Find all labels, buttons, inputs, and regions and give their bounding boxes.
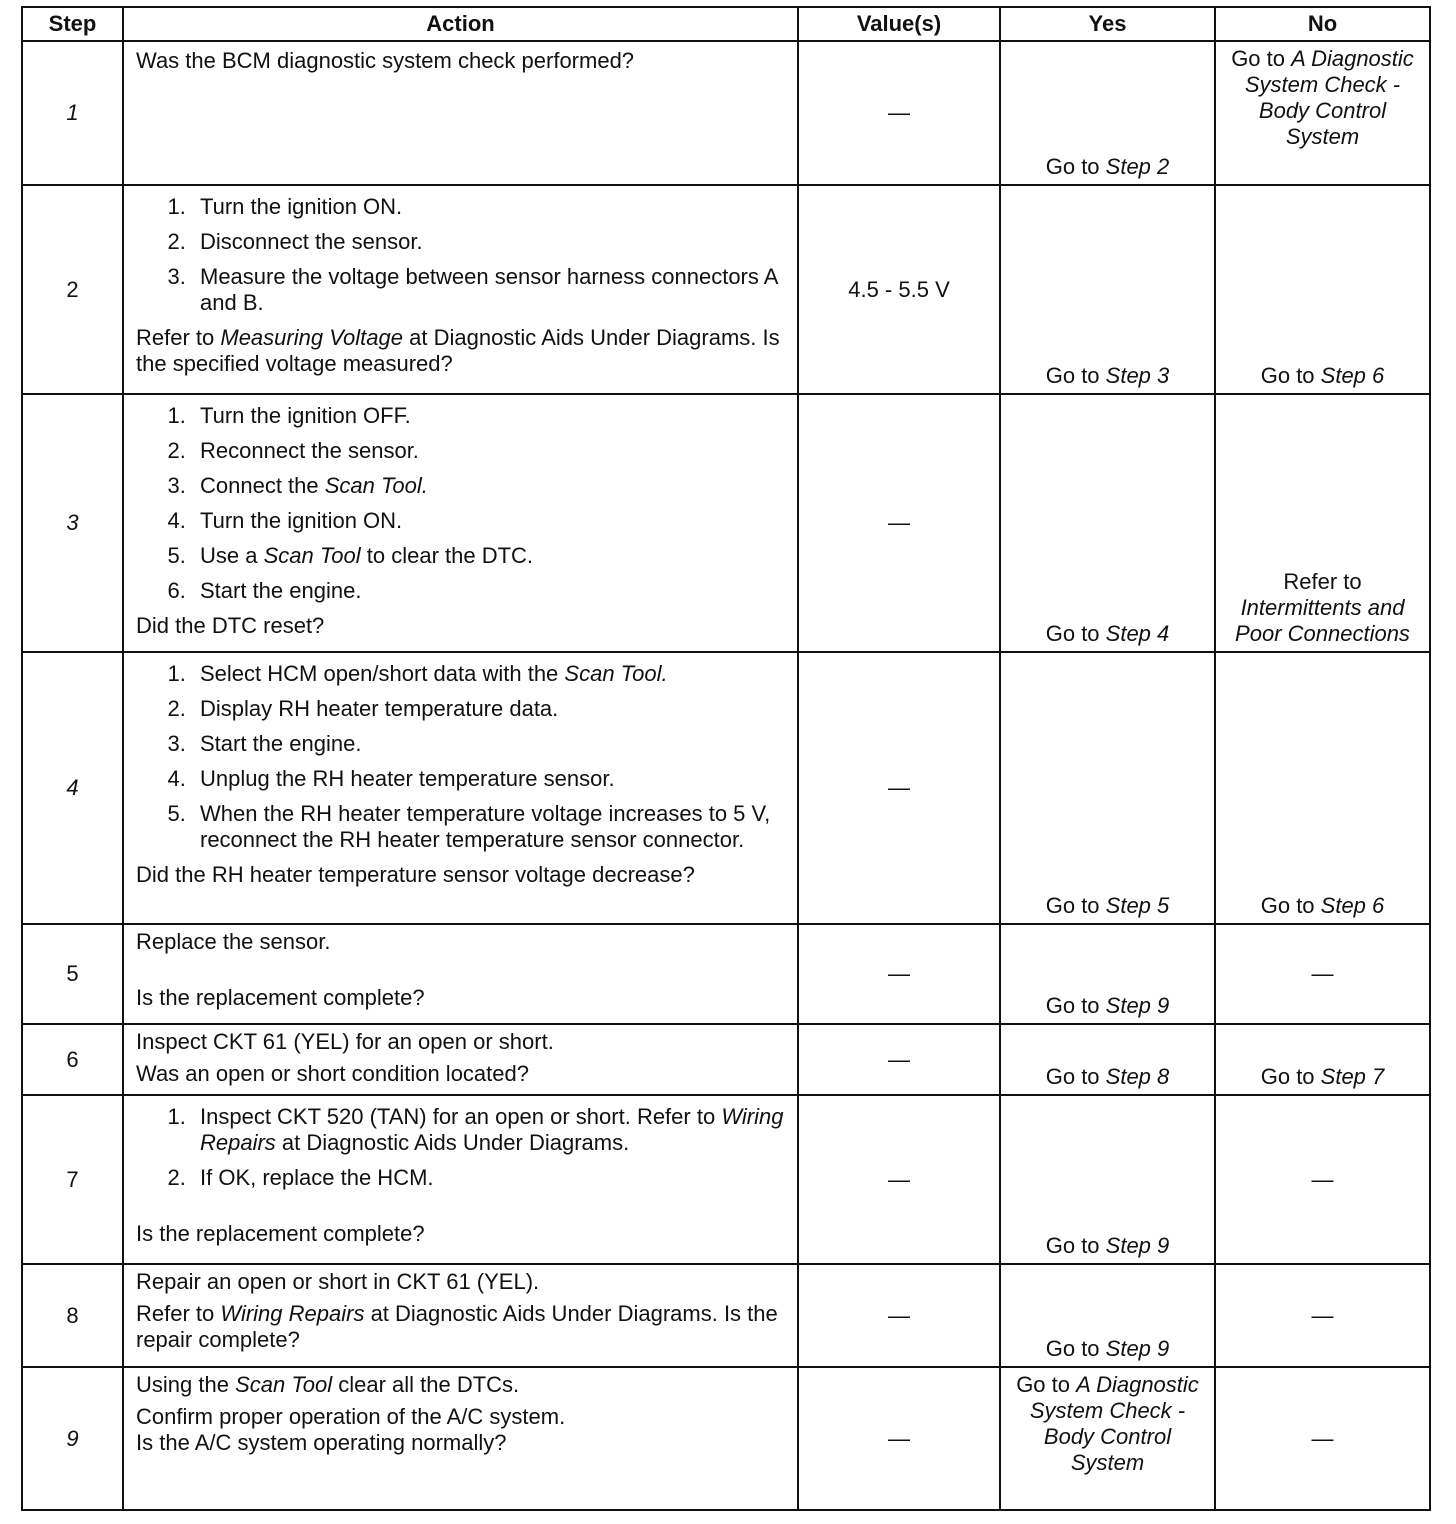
- action-text: Confirm proper operation of the A/C system.: [136, 1404, 566, 1429]
- step-number: 2: [22, 185, 123, 394]
- no-cell: [1215, 652, 1430, 924]
- yes-cell: [1000, 1367, 1215, 1510]
- yes-ref: Step 8: [1105, 1064, 1170, 1089]
- no-ref: Step 6: [1320, 893, 1385, 918]
- no-prefix: Go to: [1260, 363, 1321, 388]
- action-cell: [123, 1095, 798, 1264]
- yes-cell: [1000, 652, 1215, 924]
- no-cell: [1215, 185, 1430, 394]
- action-cell: [123, 1367, 798, 1510]
- action-cell: [123, 652, 798, 924]
- yes-prefix: Go to: [1045, 1336, 1106, 1361]
- yes-ref: Step 3: [1105, 363, 1170, 388]
- header-no: No: [1215, 7, 1430, 41]
- text-part: at Diagnostic Aids Under Diagrams.: [275, 1130, 630, 1155]
- header-step: Step: [22, 7, 123, 41]
- no-cell: [1215, 41, 1430, 185]
- value-cell: —: [798, 1024, 1000, 1095]
- list-item: [192, 661, 785, 687]
- action-text: Inspect CKT 61 (YEL) for an open or short.: [136, 1029, 554, 1054]
- list-item: 2. Reconnect the sensor.: [192, 438, 785, 464]
- action-question: Did the DTC reset?: [136, 613, 325, 638]
- value-cell: —: [798, 41, 1000, 185]
- list-item: [192, 473, 785, 499]
- yes-cell: [1000, 1264, 1215, 1367]
- text-part: Using the: [136, 1372, 236, 1397]
- yes-prefix: Go to: [1045, 993, 1106, 1018]
- value-cell: —: [798, 924, 1000, 1024]
- header-yes: Yes: [1000, 7, 1215, 41]
- yes-prefix: Go to: [1045, 621, 1106, 646]
- yes-prefix: Go to: [1045, 893, 1106, 918]
- no-prefix: Go to: [1260, 1064, 1321, 1089]
- action-cell: [123, 1264, 798, 1367]
- text-part: at Diagnostic Aids Under Diagrams. Is the specified voltage measured?: [136, 325, 780, 376]
- no-ref: A Diagnostic System Check - Body Control System: [1244, 46, 1414, 149]
- yes-ref: Step 9: [1105, 1336, 1170, 1361]
- no-cell: —: [1215, 1095, 1430, 1264]
- text-part: Refer to: [136, 1301, 221, 1326]
- step-number: 1: [22, 41, 123, 185]
- procedure-list: [136, 403, 785, 604]
- list-item: 6. Start the engine.: [192, 578, 785, 604]
- header-action: Action: [123, 7, 798, 41]
- list-item: 2. If OK, replace the HCM.: [192, 1165, 785, 1191]
- yes-prefix: Go to: [1045, 154, 1106, 179]
- yes-ref: Step 4: [1105, 621, 1170, 646]
- text-part: Select HCM open/short data with the: [200, 661, 565, 686]
- action-cell: [123, 1024, 798, 1095]
- yes-cell: [1000, 1095, 1215, 1264]
- yes-prefix: Go to: [1045, 1064, 1106, 1089]
- doc-reference: Wiring Repairs: [200, 1104, 784, 1155]
- action-cell: [123, 41, 798, 185]
- tool-reference: Scan Tool: [235, 1372, 333, 1397]
- step-number: 4: [22, 652, 123, 924]
- list-item: 2. Display RH heater temperature data.: [192, 696, 785, 722]
- text-part: Connect the: [200, 473, 325, 498]
- text-part: clear all the DTCs.: [332, 1372, 520, 1397]
- procedure-list: [136, 194, 785, 316]
- action-text: [136, 1372, 785, 1398]
- table-row: [22, 1367, 1430, 1510]
- list-item: 5. When the RH heater temperature voltage increases to 5 V, reconnect the RH heater temperature sensor connector.: [192, 801, 785, 853]
- no-prefix: Refer to: [1283, 569, 1362, 594]
- list-item: 3. Measure the voltage between sensor harness connectors A and B.: [192, 264, 785, 316]
- table-row: [22, 1095, 1430, 1264]
- list-item: 4. Unplug the RH heater temperature sensor.: [192, 766, 785, 792]
- yes-cell: [1000, 185, 1215, 394]
- value-cell: —: [798, 1367, 1000, 1510]
- table-row: [22, 41, 1430, 185]
- procedure-list: [136, 661, 785, 853]
- table-row: [22, 185, 1430, 394]
- tool-reference: Scan Tool.: [564, 661, 668, 686]
- table-row: [22, 394, 1430, 652]
- tool-reference: Scan Tool: [263, 543, 361, 568]
- no-cell: [1215, 1024, 1430, 1095]
- doc-reference: Measuring Voltage: [220, 325, 404, 350]
- table-row: [22, 652, 1430, 924]
- list-item: 2. Disconnect the sensor.: [192, 229, 785, 255]
- procedure-list: [136, 1104, 785, 1191]
- header-row: [22, 7, 1430, 41]
- value-cell: —: [798, 1264, 1000, 1367]
- tool-reference: Scan Tool.: [324, 473, 428, 498]
- action-question: Is the replacement complete?: [136, 985, 425, 1010]
- action-text: Was the BCM diagnostic system check performed?: [136, 48, 635, 73]
- action-cell: [123, 394, 798, 652]
- yes-ref: Step 9: [1105, 993, 1170, 1018]
- text-part: to clear the DTC.: [360, 543, 534, 568]
- no-ref: Intermittents and Poor Connections: [1235, 595, 1410, 646]
- yes-ref: Step 9: [1105, 1233, 1170, 1258]
- no-cell: —: [1215, 1367, 1430, 1510]
- value-cell: —: [798, 652, 1000, 924]
- table-row: [22, 1024, 1430, 1095]
- no-ref: Step 7: [1320, 1064, 1385, 1089]
- no-prefix: Go to: [1231, 46, 1292, 71]
- action-question: Is the replacement complete?: [136, 1221, 425, 1246]
- yes-prefix: Go to: [1045, 1233, 1106, 1258]
- no-cell: [1215, 394, 1430, 652]
- yes-ref: A Diagnostic System Check - Body Control System: [1029, 1372, 1199, 1475]
- yes-ref: Step 2: [1105, 154, 1170, 179]
- value-cell: —: [798, 394, 1000, 652]
- yes-cell: [1000, 1024, 1215, 1095]
- value-cell: 4.5 - 5.5 V: [798, 185, 1000, 394]
- no-cell: —: [1215, 1264, 1430, 1367]
- step-number: 7: [22, 1095, 123, 1264]
- header-values: Value(s): [798, 7, 1000, 41]
- no-prefix: Go to: [1260, 893, 1321, 918]
- diagnostic-table: [21, 6, 1431, 1511]
- list-item: 1. Turn the ignition OFF.: [192, 403, 785, 429]
- step-number: 9: [22, 1367, 123, 1510]
- action-question: Was an open or short condition located?: [136, 1061, 529, 1086]
- yes-cell: [1000, 924, 1215, 1024]
- value-cell: —: [798, 1095, 1000, 1264]
- step-number: 8: [22, 1264, 123, 1367]
- table-row: [22, 1264, 1430, 1367]
- action-cell: [123, 185, 798, 394]
- action-text: Repair an open or short in CKT 61 (YEL).: [136, 1269, 540, 1294]
- action-question: Did the RH heater temperature sensor voltage decrease?: [136, 862, 695, 887]
- yes-prefix: Go to: [1045, 363, 1106, 388]
- step-number: 5: [22, 924, 123, 1024]
- text-part: Refer to: [136, 325, 221, 350]
- list-item: 3. Start the engine.: [192, 731, 785, 757]
- action-question: Is the A/C system operating normally?: [136, 1430, 507, 1455]
- text-part: Use a: [200, 543, 264, 568]
- yes-prefix: Go to: [1016, 1372, 1077, 1397]
- list-item: 1. Turn the ignition ON.: [192, 194, 785, 220]
- text-part: Inspect CKT 520 (TAN) for an open or short. Refer to: [200, 1104, 722, 1129]
- action-question: [136, 325, 785, 377]
- yes-ref: Step 5: [1105, 893, 1170, 918]
- action-text: Replace the sensor.: [136, 929, 331, 954]
- step-number: 3: [22, 394, 123, 652]
- no-cell: —: [1215, 924, 1430, 1024]
- list-item: [192, 1104, 785, 1156]
- step-number: 6: [22, 1024, 123, 1095]
- yes-cell: [1000, 394, 1215, 652]
- no-ref: Step 6: [1320, 363, 1385, 388]
- doc-reference: Wiring Repairs: [220, 1301, 365, 1326]
- yes-cell: [1000, 41, 1215, 185]
- list-item: 4. Turn the ignition ON.: [192, 508, 785, 534]
- table-row: [22, 924, 1430, 1024]
- text-part: at Diagnostic Aids Under Diagrams. Is the repair complete?: [136, 1301, 778, 1352]
- action-question: [136, 1301, 785, 1353]
- action-cell: [123, 924, 798, 1024]
- list-item: [192, 543, 785, 569]
